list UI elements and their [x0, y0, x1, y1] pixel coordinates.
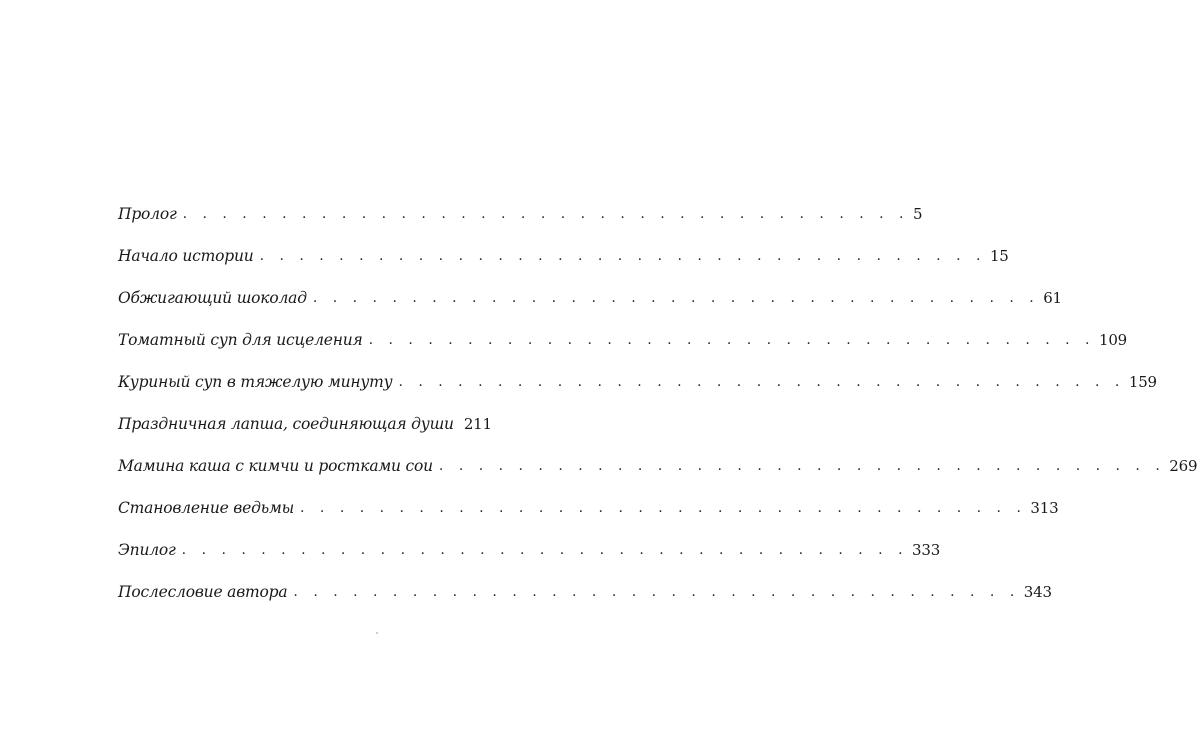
toc-leader-dots: . . . . . . . . . . . . . . . . . . . . . . . . . . . . . . . . . . . . . — [398, 374, 1125, 390]
toc-entry-title: Куриный суп в тяжелую минуту — [118, 370, 398, 394]
toc-entry-page: 109 — [1095, 328, 1127, 352]
toc-entry-page: 211 — [460, 412, 492, 436]
paper-speck — [376, 632, 378, 634]
toc-leader-dots: . . . . . . . . . . . . . . . . . . . . . . . . . . . . . . . . . . . . . — [293, 584, 1020, 600]
toc-entry — [118, 202, 923, 244]
toc-entry — [118, 328, 1128, 370]
toc-entry — [118, 244, 1009, 286]
toc-entry-title: Праздничная лапша, соединяющая души — [118, 412, 460, 436]
toc-leader-dots: . . . . . . . . . . . . . . . . . . . . . . . . . . . . . . . . . . . . . — [300, 500, 1027, 516]
toc-entry-title: Эпилог — [118, 538, 182, 562]
toc-entry-page: 269 — [1165, 454, 1197, 478]
toc-entry — [118, 370, 1157, 412]
toc-entry — [118, 580, 1052, 622]
toc-leader-dots: . . . . . . . . . . . . . . . . . . . . . . . . . . . . . . . . . . . . . — [259, 248, 986, 264]
toc-leader-dots: . . . . . . . . . . . . . . . . . . . . . . . . . . . . . . . . . . . . . — [368, 332, 1095, 348]
toc-entry — [118, 496, 1059, 538]
toc-entry-page: 5 — [909, 202, 922, 226]
toc-leader-dots: . . . . . . . . . . . . . . . . . . . . . . . . . . . . . . . . . . . . . — [312, 290, 1040, 306]
toc-leader-dots: . . . . . . . . . . . . . . . . . . . . . . . . . . . . . . . . . . . . . — [182, 206, 909, 222]
table-of-contents — [118, 202, 1197, 622]
toc-entry-title: Мамина каша с кимчи и ростками сои — [118, 454, 439, 478]
toc-entry-page: 313 — [1026, 496, 1058, 520]
toc-entry-page: 15 — [986, 244, 1009, 268]
toc-entry-title: Обжигающий шоколад — [118, 286, 313, 310]
toc-entry-page: 333 — [908, 538, 940, 562]
toc-entry-title: Томатный суп для исцеления — [118, 328, 369, 352]
toc-leader-dots: . . . . . . . . . . . . . . . . . . . . . . . . . . . . . . . . . . . . . — [438, 458, 1166, 474]
toc-entry-page: 61 — [1039, 286, 1062, 310]
toc-entry — [118, 286, 1062, 328]
toc-entry-title: Послесловие автора — [118, 580, 293, 604]
toc-entry — [118, 538, 941, 580]
toc-entry-page: 343 — [1020, 580, 1052, 604]
toc-entry-title: Начало истории — [118, 244, 260, 268]
toc-entry-page: 159 — [1125, 370, 1157, 394]
toc-entry — [118, 412, 492, 454]
toc-entry-title: Становление ведьмы — [118, 496, 300, 520]
toc-entry — [118, 454, 1197, 496]
toc-entry-title: Пролог — [118, 202, 183, 226]
toc-leader-dots: . . . . . . . . . . . . . . . . . . . . . . . . . . . . . . . . . . . . . — [181, 542, 909, 558]
